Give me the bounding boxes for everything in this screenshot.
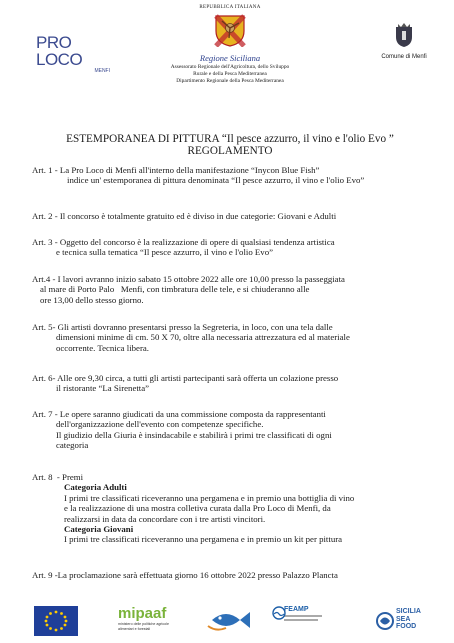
title-line-1: ESTEMPORANEA DI PITTURA “Il pesce azzurro, il vino e l'olio Evo ” xyxy=(66,133,394,145)
article-6 xyxy=(32,373,437,394)
proloco-logo-title: PRO LOCO xyxy=(36,33,83,69)
sicilia-sea-food-text xyxy=(396,608,421,631)
feamp-caption-line xyxy=(284,619,318,621)
feamp-logo xyxy=(272,606,330,636)
article-line: Art. 3 - Oggetto del concorso è la realizzazione di opere di qualsiasi tendenza artistica xyxy=(32,237,335,247)
article-line: il ristorante “La Sirenetta” xyxy=(56,383,150,394)
category-adulti-line: I primi tre classificati riceveranno una pergamena e in premio una bottiglia di vino xyxy=(64,492,355,503)
article-4 xyxy=(32,274,437,305)
sicilia-word: SICILIA xyxy=(396,608,421,615)
department-line-3: Dipartimento Regionale della Pesca Mediterranea xyxy=(176,77,284,84)
article-line: dimensioni minime di cm. 50 X 70, oltre alla necessaria attrezzatura ed al materiale xyxy=(56,332,350,343)
article-line: Art. 9 -La proclamazione sarà effettuata giorno 16 ottobre 2022 presso Palazzo Plancta xyxy=(32,570,338,580)
sea-word: SEA xyxy=(396,615,411,623)
sicilia-sea-food-logo xyxy=(376,606,436,636)
category-adulti-title: Categoria Adulti xyxy=(64,482,127,493)
article-line: Art. 1 - La Pro Loco di Menfi all'interno della manifestazione “Inycon Blue Fish” xyxy=(32,165,320,175)
mipaaf-caption: ministero delle politiche agricole alimentari e forestali xyxy=(118,622,169,631)
article-line: Il giudizio della Giuria è insindacabile e stabilirà i primi tre classificati di ogni xyxy=(56,429,332,440)
article-line: Art. 5- Gli artisti dovranno presentarsi presso la Segreteria, in loco, con una tela dalle xyxy=(32,322,333,332)
feamp-caption-line xyxy=(284,615,322,617)
proloco-logo-subtitle: MENFI xyxy=(94,68,110,74)
fish-icon xyxy=(206,606,252,634)
comune-crest-icon xyxy=(393,22,415,48)
region-name: Regione Siciliana xyxy=(199,53,261,63)
food-word: FOOD xyxy=(396,623,417,630)
document-title xyxy=(20,133,440,157)
article-line: dell'organizzazione dell'evento con competenze specifiche. xyxy=(56,419,264,430)
proloco-logo xyxy=(36,33,116,74)
mipaaf-name: mipaaf xyxy=(118,605,167,622)
comune-label: Comune di Menfi xyxy=(381,54,427,60)
article-7 xyxy=(32,409,437,451)
article-9 xyxy=(32,570,437,580)
article-line: Art. 7 - Le opere saranno giudicati da una commissione composta da rappresentanti xyxy=(32,409,326,419)
fish-logo xyxy=(206,606,256,636)
article-line: e tecnica sulla tematica “Il pesce azzurro, il vino e l'olio Evo” xyxy=(56,247,274,258)
article-5 xyxy=(32,322,437,353)
eu-flag-icon xyxy=(34,606,78,636)
article-line: Art.4 - I lavori avranno inizio sabato 15 ottobre 2022 alle ore 10,00 presso la passeggiata xyxy=(32,274,345,284)
category-adulti-line: realizzarsi in data da concordare con i tre artisti vincitori. xyxy=(64,513,266,524)
article-3 xyxy=(32,237,437,258)
article-8-heading: Art. 8 - Premi xyxy=(32,472,84,482)
category-giovani-line: I primi tre classificati riceveranno una pergamena e in premio un kit per pittura xyxy=(64,534,343,545)
republic-label: REPUBBLICA ITALIANA xyxy=(199,5,261,10)
region-header xyxy=(120,4,340,84)
article-2 xyxy=(32,211,437,221)
department-line-2: Rurale e della Pesca Mediterranea xyxy=(193,70,267,77)
article-1 xyxy=(32,165,437,186)
article-line: indice un' estemporanea di pittura denominata “Il pesce azzurro, il vino e l'olio Evo” xyxy=(67,175,365,186)
title-line-2: REGOLAMENTO xyxy=(187,145,273,157)
article-8 xyxy=(32,472,437,545)
article-line: categoria xyxy=(56,440,89,451)
article-line: Art. 6- Alle ore 9,30 circa, a tutti gli artisti partecipanti sarà offerta un colazione presso xyxy=(32,373,339,383)
feamp-wave-icon xyxy=(272,606,286,620)
article-line: Art. 2 - Il concorso è totalmente gratuito ed è diviso in due categorie: Giovani e Adulti xyxy=(32,211,337,221)
article-line: occorrente. Tecnica libera. xyxy=(56,342,149,353)
sicilia-sea-food-icon xyxy=(376,610,394,632)
comune-logo xyxy=(376,22,432,61)
article-line: ore 13,00 dello stesso giorno. xyxy=(40,294,144,305)
mipaaf-logo xyxy=(118,606,188,636)
sicily-emblem-icon xyxy=(213,13,247,47)
category-giovani-title: Categoria Giovani xyxy=(64,524,134,535)
article-line: al mare di Porto Palo Menfi, con timbratura delle tele, e si chiuderanno alle xyxy=(40,284,310,295)
category-adulti-line: e la realizzazione di una mostra colletiva curata dalla Pro Loco di Menfi, da xyxy=(64,503,331,514)
feamp-name: FEAMP xyxy=(284,606,309,613)
department-line-1: Assessorato Regionale dell'Agricoltura, dello Sviluppo xyxy=(170,64,290,70)
